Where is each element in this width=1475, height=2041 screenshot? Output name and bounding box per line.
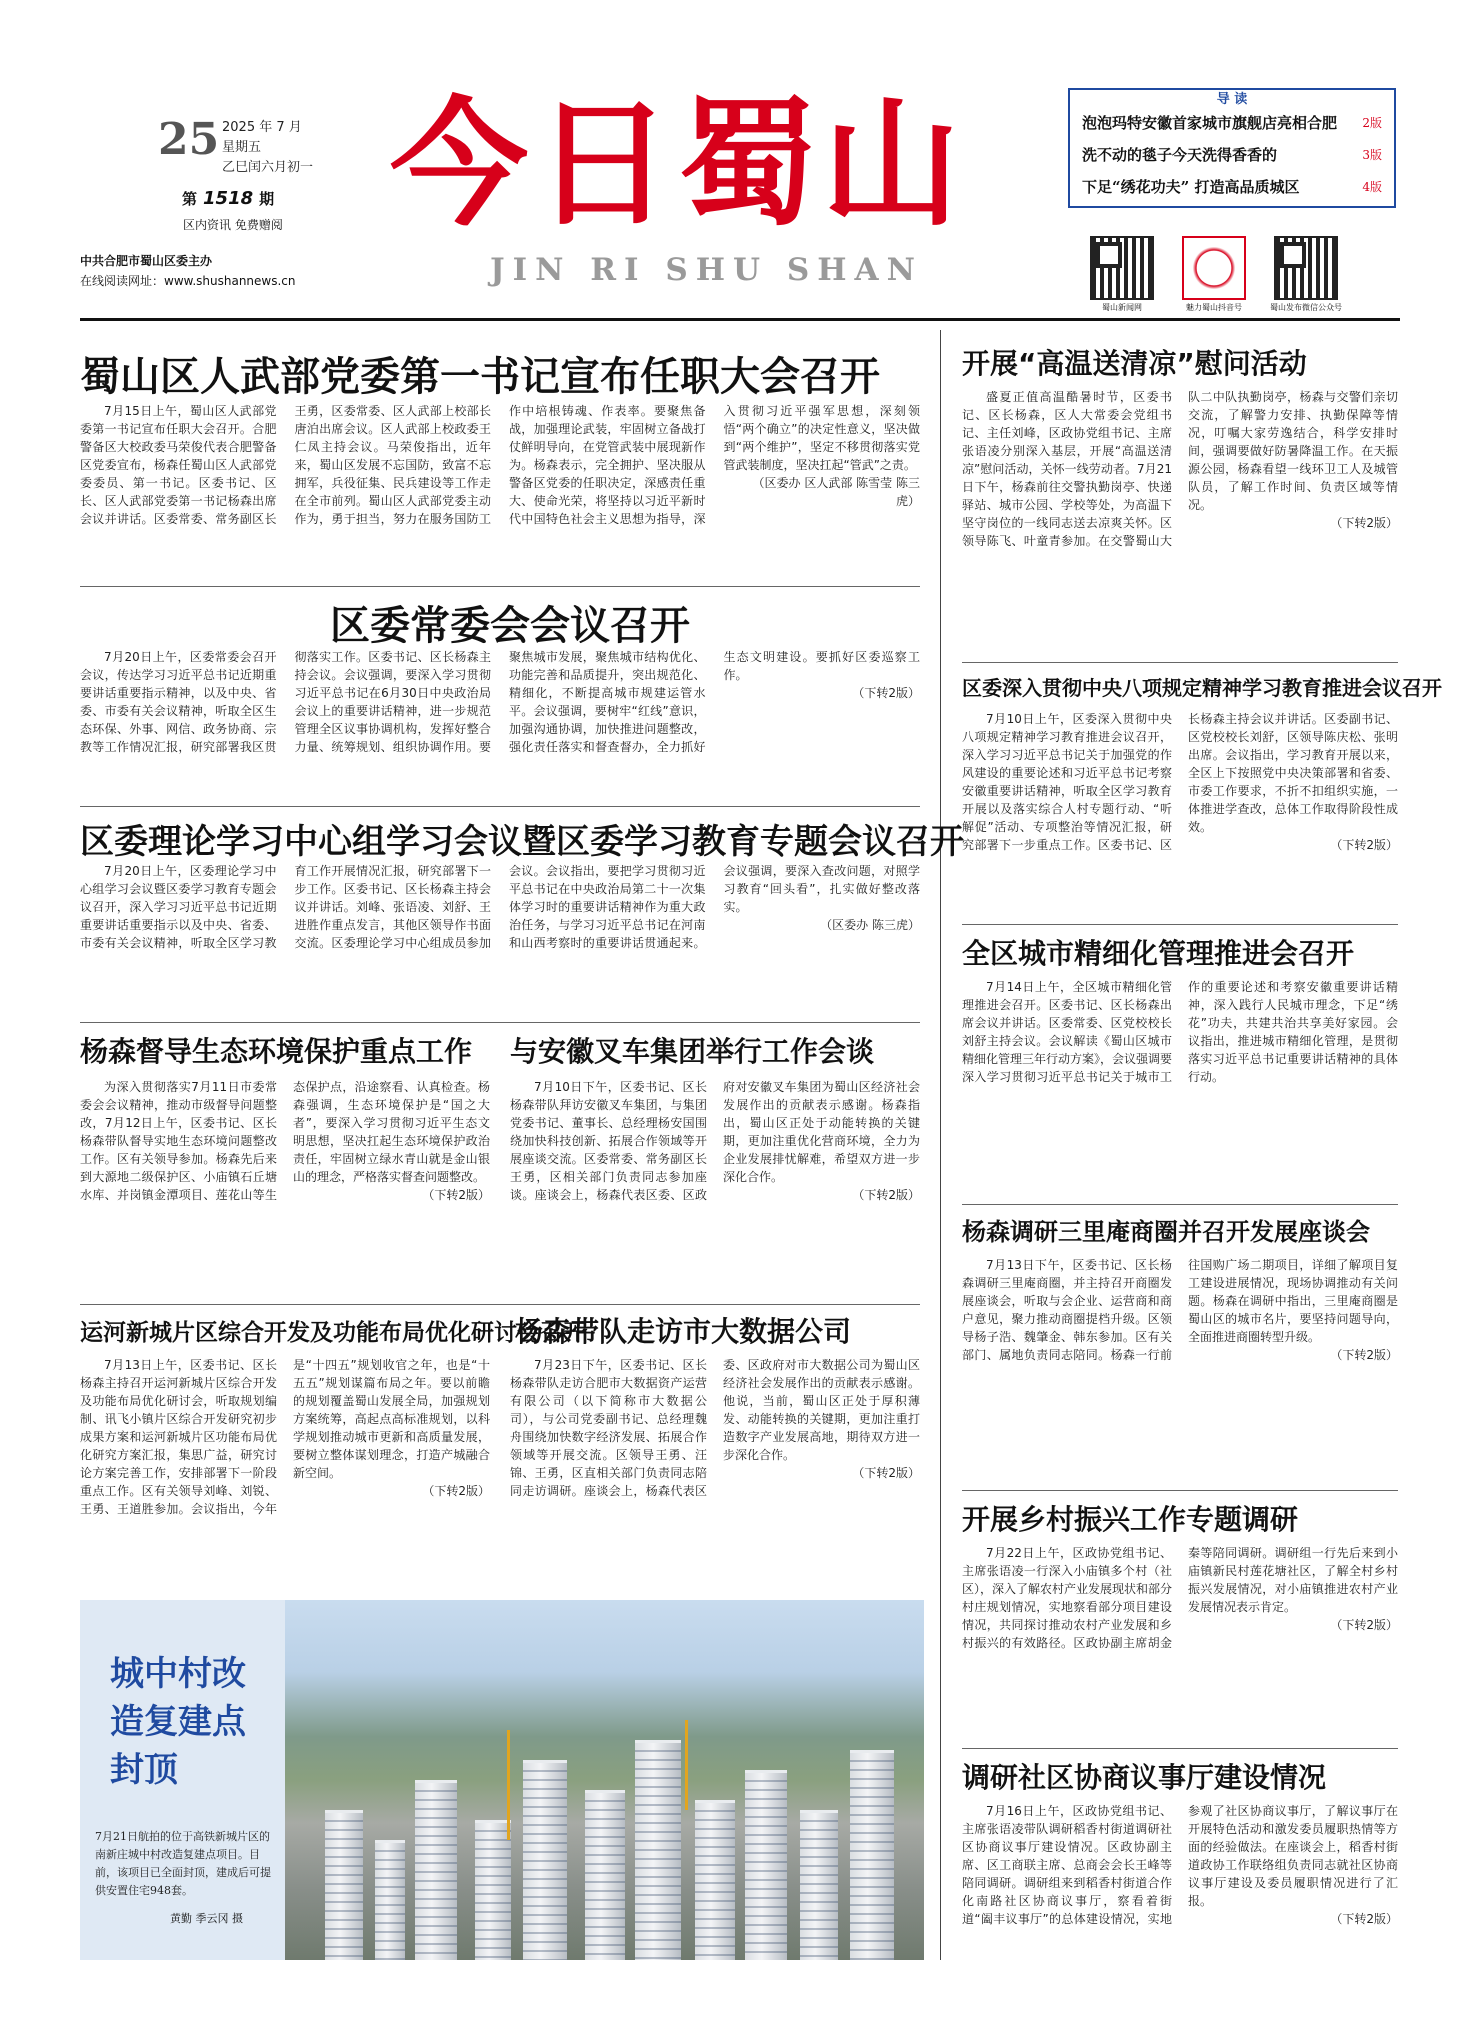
- article-continued: （下转2版）: [422, 1484, 490, 1498]
- article-body: 7月10日上午，区委深入贯彻中央八项规定精神学习教育推进会议召开，深入学习习近平总书记关于加强党的作风建设的重要论述和习近平总书记考察安徽重要讲话精神，听取全区学习教育开展以及落实综合人村专题行动、“听解促”活动、专项整治等情况汇报，研究部署下一步重点工作。区委书记、区长杨森主持会议并讲话。区委副书记、区党校校长刘舒，区领导陈庆松、张明出席。会议指出，学习教育开展以来，全区上下按照党中央决策部署和省委、市委工作要求，不折不扣组织实施，一体推进学查改，总体工作取得阶段性成效。: [962, 712, 1398, 852]
- guide-item[interactable]: [1082, 112, 1382, 133]
- article-eco-protection: [80, 1078, 490, 1298]
- headline-theory-study[interactable]: 区委理论学习中心组学习会议暨区委学习教育专题会议召开: [80, 822, 964, 862]
- article-forklift-group: [510, 1078, 920, 1298]
- article-body: 盛夏正值高温酷暑时节，区委书记、区长杨森，区人大常委会党组书记、主任刘峰，区政协党组书记、主席张语凌分别深入基层，开展“高温送清凉”慰问活动，关怀一线劳动者。7月21日下午，杨森前往交警执勤岗亭、快递驿站、城市公园、学校等处，为高温下坚守岗位的一线同志送去凉爽关怀。区领导陈飞、叶童青参加。在交警蜀山大队二中队执勤岗亭，杨森与交警们亲切交流，了解警力安排、执勤保障等情况，叮嘱大家劳逸结合，科学安排时间，强调要做好防暑降温工作。在天振源公园，杨森看望一线环卫工人及城管队员，了解工作时间、负责区域等情况。: [962, 390, 1398, 548]
- headline-canal-newtown[interactable]: 运河新城片区综合开发及功能布局优化研讨会召开: [80, 1320, 586, 1346]
- issue-number: [182, 188, 274, 209]
- headline-eco-protection[interactable]: 杨森督导生态环境保护重点工作: [80, 1035, 473, 1068]
- publisher: 中共合肥市蜀山区委主办: [80, 254, 213, 268]
- article-community-consultation: [962, 1802, 1398, 1962]
- article-source: （区委办 区人武部 陈雪莹 陈三虎）: [752, 476, 920, 508]
- headline-big-data[interactable]: 杨森带队走访市大数据公司: [515, 1315, 852, 1348]
- qr-caption: 魅力蜀山抖音号: [1186, 303, 1242, 312]
- article-city-management: [962, 978, 1398, 1200]
- article-eight-rules: [962, 710, 1398, 920]
- headline-city-management[interactable]: 全区城市精细化管理推进会召开: [962, 937, 1355, 970]
- divider: [962, 1490, 1398, 1491]
- divider: [80, 806, 920, 807]
- divider: [962, 662, 1398, 663]
- qr-code-icon[interactable]: [1090, 236, 1154, 300]
- date-day: 25: [158, 114, 220, 165]
- article-body: 7月10日下午，区委书记、区长杨森带队拜访安徽叉车集团，与集团党委书记、董事长、总经理杨安国围绕加快科技创新、拓展合作领域等开展座谈交流。区委常委、常务副区长王勇，区相关部门负责同志参加座谈。座谈会上，杨森代表区委、区政府对安徽叉车集团为蜀山区经济社会发展作出的贡献表示感谢。杨森指出，蜀山区正处于动能转换的关键期，更加注重优化营商环境，全力为企业发展排忧解难，希望双方进一步深化合作。: [510, 1080, 920, 1202]
- article-body: 7月23日下午，区委书记、区长杨森带队走访合肥市大数据资产运营有限公司（以下简称市大数据公司），与公司党委副书记、总经理魏舟围绕加快数字经济发展、拓展合作领域等开展交流。区领导王勇、汪锦、王勇，区直相关部门负责同志陪同走访调研。座谈会上，杨森代表区委、区政府对市大数据公司为蜀山区经济社会发展作出的贡献表示感谢。他说，当前，蜀山区正处于厚积薄发、动能转换的关键期，更加注重打造数字产业发展高地，期待双方进一步深化合作。: [510, 1358, 920, 1498]
- guide-box: [1068, 88, 1396, 208]
- article-continued: （下转2版）: [852, 686, 920, 700]
- qr-caption: 蜀山新闻网: [1102, 303, 1142, 312]
- article-continued: （下转2版）: [852, 1188, 920, 1202]
- issue-suffix: 期: [259, 190, 275, 208]
- newspaper-pinyin: JIN RI SHU SHAN: [490, 252, 923, 288]
- qr-caption: 蜀山发布微信公众号: [1270, 303, 1342, 312]
- qr-code-icon[interactable]: [1274, 236, 1338, 300]
- masthead-rule: [80, 318, 1400, 321]
- headline-forklift-group[interactable]: 与安徽叉车集团举行工作会谈: [510, 1035, 875, 1068]
- article-body: 7月14日上午，全区城市精细化管理推进会召开。区委书记、区长杨森出席会议并讲话。区委常委、区党校校长刘舒主持会议。会议解读《蜀山区城市精细化管理三年行动方案》，会议强调要深入学习贯彻习近平总书记关于城市工作的重要论述和考察安徽重要讲话精神，深入践行人民城市理念，下足“绣花”功夫，共建共治共享美好家园。会议指出，推进城市精细化管理，是贯彻落实习近平总书记重要讲话精神的具体行动。: [962, 980, 1398, 1084]
- guide-item[interactable]: [1082, 176, 1382, 197]
- article-rural-revitalization: [962, 1544, 1398, 1744]
- guide-item-text: 下足“绣花功夫” 打造高品质城区: [1082, 178, 1300, 196]
- article-body: 7月15日上午，蜀山区人武部党委第一书记宣布任职大会召开。合肥警备区大校政委马荣俊代表合肥警备区党委宣布，杨森任蜀山区人武部党委委员、第一书记。区委书记、区长、区人武部党委第一书记杨森出席会议并讲话。区委常委、常务副区长王勇，区委常委、区人武部上校部长唐泊出席会议。区人武部上校政委王仁凤主持会议。马荣俊指出，近年来，蜀山区发展不忘国防，致富不忘拥军，兵役征集、民兵建设等工作走在全市前列。蜀山区人武部党委主动作为，勇于担当，努力在服务国防工作中培根铸魂、作表率。要聚焦备战，加强理论武装，牢固树立备战打仗鲜明导向，在党管武装中展现新作为。杨森表示，完全拥护、坚决服从警备区党委的任职决定，深感责任重大、使命光荣，将坚持以习近平新时代中国特色社会主义思想为指导，深入贯彻习近平强军思想，深刻领悟“两个确立”的决定性意义，坚决做到“两个维护”，坚定不移贯彻落实党管武装制度，坚决扛起“管武”之责。: [80, 404, 920, 526]
- guide-item-text: 泡泡玛特安徽首家城市旗舰店亮相合肥: [1082, 114, 1338, 132]
- article-continued: （下转2版）: [1330, 1618, 1398, 1632]
- guide-item[interactable]: [1082, 144, 1382, 165]
- guide-item-text: 洗不动的毯子今天洗得香香的: [1082, 146, 1278, 164]
- issue-prefix: 第: [182, 190, 198, 208]
- headline-armed-forces[interactable]: 蜀山区人武部党委第一书记宣布任职大会召开: [80, 354, 880, 400]
- article-business-district: [962, 1256, 1398, 1484]
- date-weekday: 星期五: [222, 140, 262, 155]
- photo-caption: 7月21日航拍的位于高铁新城片区的南新庄城中村改造复建点项目。目前，该项目已全面封顶，建成后可提供安置住宅948套。: [95, 1830, 271, 1897]
- issue-no: 1518: [203, 188, 254, 209]
- headline-community-consultation[interactable]: 调研社区协商议事厅建设情况: [962, 1761, 1327, 1794]
- article-body: 为深入贯彻落实7月11日市委常委会会议精神，推动市级督导问题整改，7月12日上午，区委书记、区长杨森带队督导实地生态环境问题整改工作。区有关领导参加。杨森先后来到大源地二级保护区、小庙镇石丘塘水库、并岗镇金潭项目、莲花山等生态保护点，沿途察看、认真检查。杨森强调，生态环境保护是“国之大者”，要深入学习贯彻习近平生态文明思想，坚决扛起生态环境保护政治责任，牢固树立绿水青山就是金山银山的理念，严格落实督查问题整改。: [80, 1080, 490, 1202]
- article-body: 7月13日上午，区委书记、区长杨森主持召开运河新城片区综合开发及功能布局优化研讨会，听取规划编制、讯飞小镇片区综合开发研究初步成果方案和运河新城片区功能布局优化研究方案汇报，集思广益，研究讨论方案完善工作，安排部署下一阶段重点工作。区有关领导刘峰、刘锐、王勇、王道胜参加。会议指出，今年是“十四五”规划收官之年，也是“十五五”规划谋篇布局之年。要以前瞻的规划覆盖蜀山发展全局，加强规划方案统筹，高起点高标准规划，以科学规划推动城市更新和高质量发展，要树立整体谋划理念，打造产城融合新空间。: [80, 1358, 490, 1516]
- article-body: 7月13日下午，区委书记、区长杨森调研三里庵商圈，并主持召开商圈发展座谈会，听取与会企业、运营商和商户意见，聚力推动商圈提档升级。区领导杨子浩、魏肇金、韩东参加。区有关部门、属地负责同志陪同。杨森一行前往国购广场二期项目，详细了解项目复工建设进展情况，现场协调推动有关问题。杨森在调研中指出，三里庵商圈是蜀山区的城市名片，要坚持问题导向，全面推进商圈转型升级。: [962, 1258, 1398, 1362]
- photo-credit: 黄勤 季云冈 摄: [170, 1912, 243, 1925]
- headline-standing-committee[interactable]: 区委常委会会议召开: [330, 603, 690, 649]
- article-big-data: [510, 1356, 920, 1592]
- article-continued: （下转2版）: [1330, 838, 1398, 852]
- article-continued: （下转2版）: [1330, 1912, 1398, 1926]
- article-standing-committee: [80, 648, 920, 802]
- article-source: （区委办 陈三虎）: [820, 918, 920, 932]
- column-divider: [940, 330, 941, 1960]
- guide-item-page: 3版: [1362, 148, 1382, 162]
- divider: [80, 1304, 920, 1305]
- guide-item-page: 2版: [1362, 116, 1382, 130]
- headline-eight-rules[interactable]: 区委深入贯彻中央八项规定精神学习教育推进会议召开: [962, 676, 1442, 700]
- divider: [962, 924, 1398, 925]
- divider: [80, 1022, 920, 1023]
- article-continued: （下转2版）: [852, 1466, 920, 1480]
- headline-cooling-visit[interactable]: 开展“高温送清凉”慰问活动: [962, 347, 1307, 380]
- date-info: [222, 118, 313, 178]
- headline-rural-revitalization[interactable]: 开展乡村振兴工作专题调研: [962, 1503, 1299, 1536]
- date-year-month: 2025 年 7 月: [222, 120, 302, 135]
- guide-item-page: 4版: [1362, 180, 1382, 194]
- article-theory-study: [80, 862, 920, 1016]
- date-lunar: 乙巳闰六月初一: [222, 160, 314, 175]
- article-armed-forces: [80, 402, 920, 582]
- divider: [80, 586, 920, 587]
- website-link[interactable]: 在线阅读网址：www.shushannews.cn: [80, 274, 296, 288]
- article-body: 7月22日上午，区政协党组书记、主席张语凌一行深入小庙镇多个村（社区），深入了解农村产业发展现状和部分村庄规划情况，实地察看部分项目建设情况，共同探讨推动农村产业发展和乡村振兴的有效路径。区政协副主席胡金秦等陪同调研。调研组一行先后来到小庙镇新民村莲花塘社区，了解全村乡村振兴发展情况，对小庙镇推进农村产业发展情况表示肯定。: [962, 1546, 1398, 1650]
- photo-title: 城中村改造复建点封顶: [110, 1654, 246, 1790]
- article-continued: （下转2版）: [1330, 516, 1398, 530]
- divider: [962, 1204, 1398, 1205]
- article-body: 7月20日上午，区委理论学习中心组学习会议暨区委学习教育专题会议召开，深入学习习近平总书记近期重要讲话重要指示以及中央、省委、市委有关会议精神，听取全区学习教育工作开展情况汇报，研究部署下一步工作。区委书记、区长杨森主持会议并讲话。刘峰、张语凌、刘舒、王进胜作重点发言，其他区领导作书面交流。区委理论学习中心组成员参加会议。会议指出，要把学习贯彻习近平总书记在中央政治局第二十一次集体学习时的重要讲话精神作为重大政治任务，与学习习近平总书记在河南和山西考察时的重要讲话贯通起来。会议强调，要深入查改问题，对照学习教育“回头看”，扎实做好整改落实。: [80, 864, 920, 950]
- aerial-photo[interactable]: [285, 1600, 924, 1960]
- newspaper-title: 今日蜀山: [390, 82, 967, 245]
- article-continued: （下转2版）: [1330, 1348, 1398, 1362]
- divider: [962, 1748, 1398, 1749]
- guide-label: 导 读: [1216, 92, 1248, 107]
- article-canal-newtown: [80, 1356, 490, 1592]
- issue-note: 区内资讯 免费赠阅: [183, 218, 283, 232]
- headline-business-district[interactable]: 杨森调研三里庵商圈并召开发展座谈会: [962, 1218, 1370, 1246]
- seal-logo-icon: [1182, 236, 1246, 300]
- article-body: 7月20日上午，区委常委会召开会议，传达学习习近平总书记近期重要讲话重要指示精神，以及中央、省委、市委有关会议精神，听取全区生态环保、外事、网信、政务协商、宗教等工作情况汇报，研究部署我区贯彻落实工作。区委书记、区长杨森主持会议。会议强调，要深入学习贯彻习近平总书记在6月30日中央政治局会议上的重要讲话精神，进一步规范管理全区议事协调机构，发挥好整合力量、统筹规划、组织协调作用。要聚焦城市发展，聚焦城市结构优化、功能完善和品质提升，突出规范化、精细化，不断提高城市规建运管水平。会议强调，要树牢“红线”意识，加强沟通协调，加快推进问题整改，强化责任落实和督查督办，全力抓好生态文明建设。要抓好区委巡察工作。: [80, 650, 920, 754]
- article-continued: （下转2版）: [422, 1188, 490, 1202]
- article-body: 7月16日上午，区政协党组书记、主席张语凌带队调研稻香村街道调研社区协商议事厅建设情况。区政协副主席、区工商联主席、总商会会长王峰等陪同调研。调研组来到稻香村街道合作化南路社区协商议事厅，察看着街道“阖丰议事厅”的总体建设情况，实地参观了社区协商议事厅，了解议事厅在开展特色活动和激发委员履职热情等方面的经验做法。在座谈会上，稻香村街道政协工作联络组负责同志就社区协商议事厅建设及委员履职情况进行了汇报。: [962, 1804, 1398, 1926]
- article-cooling-visit: [962, 388, 1398, 658]
